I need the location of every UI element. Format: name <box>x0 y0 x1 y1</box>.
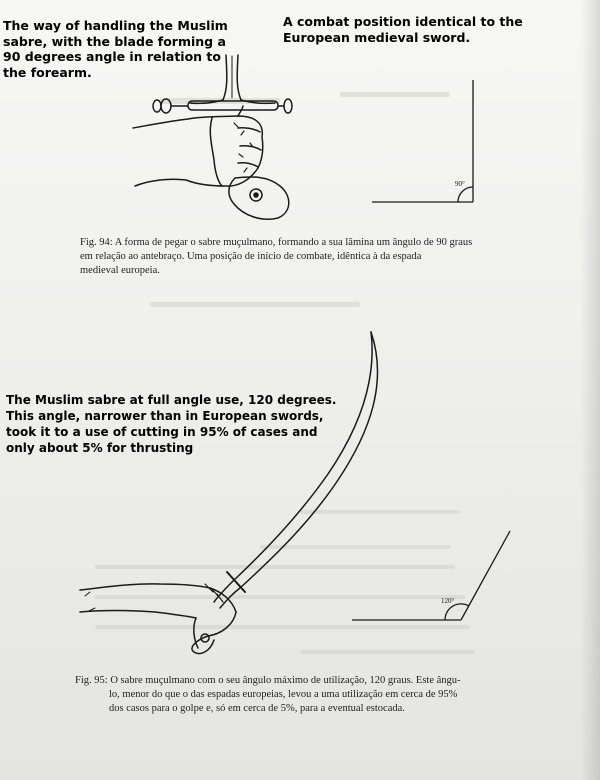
caption-line: em relação ao antebraço. Uma posição de início de combate, idêntica à da espada <box>80 251 422 262</box>
fig94-angle-label: 90° <box>455 180 465 188</box>
annotation-top-right <box>283 14 523 46</box>
annotation-line: The Muslim sabre at full angle use, 120 degrees. <box>6 393 337 407</box>
fig94-caption <box>80 236 530 278</box>
fig95-hand <box>80 584 236 654</box>
annotation-line: The way of handling the Muslim <box>3 18 228 33</box>
annotation-top-left <box>3 18 228 80</box>
caption-line: dos casos para o golpe e, só em cerca de 5%, para a eventual estocada. <box>109 703 405 714</box>
fig95-label: Fig. 95: <box>75 675 108 686</box>
fig94-hand <box>133 106 289 219</box>
annotation-line: This angle, narrower than in European swords, <box>6 409 324 423</box>
annotation-middle-left <box>6 392 337 456</box>
annotation-line: sabre, with the blade forming a <box>3 33 226 49</box>
annotation-line: the forearm. <box>3 64 92 80</box>
caption-line: lo, menor do que o das espadas europeias, levou a uma utilização em cerca de 95% <box>109 689 458 700</box>
annotation-line: only about 5% for thrusting <box>6 441 194 455</box>
fig95-angle-diagram <box>352 531 510 620</box>
fig95-angle-label: 120° <box>441 597 455 605</box>
caption-line: Fig. 94: A forma de pegar o sabre muçulmano, formando a sua lâmina um ângulo de 90 graus <box>80 237 473 248</box>
fig95-caption <box>75 674 521 716</box>
annotation-line: 90 degrees angle in relation to <box>3 49 221 64</box>
fig94-label: Fig. 94: <box>80 237 113 248</box>
caption-line: Fig. 95: O sabre muçulmano com o seu ângulo máximo de utilização, 120 graus. Este ângu- <box>75 675 461 686</box>
fig95-sabre <box>214 332 378 608</box>
caption-line: medieval europeia. <box>80 265 160 276</box>
page-edge-shadow <box>580 0 600 780</box>
annotation-line: European medieval sword. <box>283 30 471 45</box>
annotation-line: A combat position identical to the <box>283 14 523 29</box>
annotation-line: took it to a use of cutting in 95% of cases and <box>6 425 318 439</box>
